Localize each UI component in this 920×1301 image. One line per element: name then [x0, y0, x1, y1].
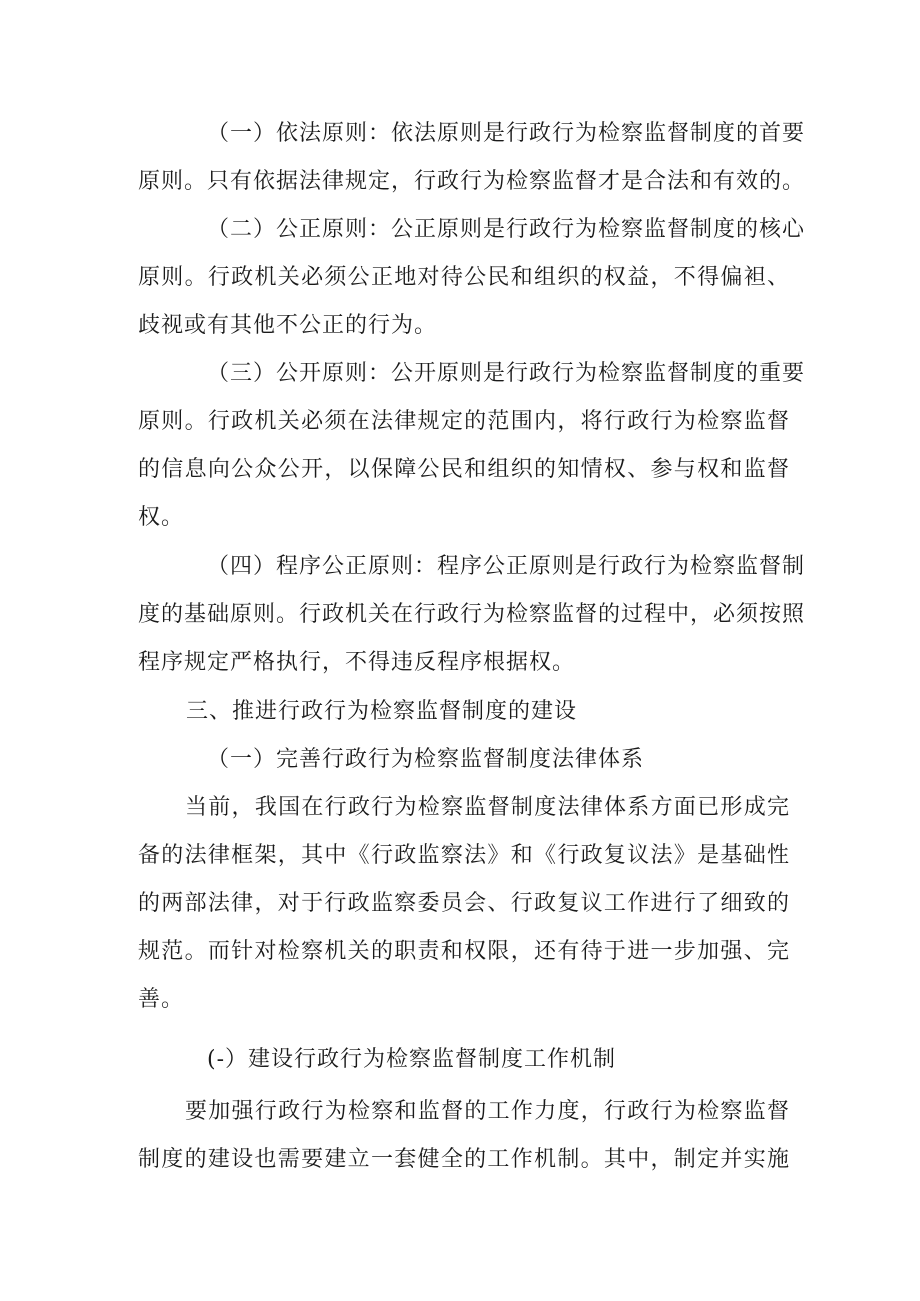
paragraph-line: 原则。行政机关必须公正地对待公民和组织的权益，不得偏袒、 — [138, 265, 790, 290]
paragraph-work-mechanism — [138, 1088, 790, 1184]
paragraph-lawful-principle — [138, 110, 806, 206]
paragraph-line: （一）依法原则：依法原则是行政行为检察监督制度的首要 — [207, 121, 806, 146]
paragraph-legal-framework — [138, 784, 790, 1024]
paragraph-line: （二）公正原则：公正原则是行政行为检察监督制度的核心 — [207, 217, 806, 242]
paragraph-line: 原则。只有依据法律规定，行政行为检察监督才是合法和有效的。 — [138, 169, 806, 194]
paragraph-line: 善。 — [138, 987, 185, 1012]
paragraph-line: （四）程序公正原则：程序公正原则是行政行为检察监督制 — [207, 554, 806, 579]
paragraph-fairness-principle — [138, 206, 806, 350]
paragraph-line: 原则。行政机关必须在法律规定的范围内，将行政行为检察监督 — [138, 409, 790, 434]
paragraph-line: 备的法律框架，其中《行政监察法》和《行政复议法》是基础性 — [138, 843, 790, 868]
paragraph-line: 规范。而针对检察机关的职责和权限，还有待于进一步加强、完 — [138, 939, 790, 964]
subsection-heading-work-mechanism: (-）建设行政行为检察监督制度工作机制 — [207, 1047, 617, 1072]
paragraph-line: 的两部法律，对于行政监察委员会、行政复议工作进行了细致的 — [138, 891, 790, 916]
paragraph-line: 歧视或有其他不公正的行为。 — [138, 313, 438, 338]
subsection-heading-legal-system: （一）完善行政行为检察监督制度法律体系 — [207, 747, 645, 772]
paragraph-openness-principle — [138, 350, 806, 542]
paragraph-line: 制度的建设也需要建立一套健全的工作机制。其中，制定并实施 — [138, 1147, 790, 1172]
paragraph-line: 度的基础原则。行政机关在行政行为检察监督的过程中，必须按照 — [138, 602, 806, 627]
paragraph-line: （三）公开原则：公开原则是行政行为检察监督制度的重要 — [207, 361, 806, 386]
paragraph-line: 的信息向公众公开，以保障公民和组织的知情权、参与权和监督 — [138, 457, 790, 482]
paragraph-line: 当前，我国在行政行为检察监督制度法律体系方面已形成完 — [185, 795, 790, 820]
paragraph-line: 权。 — [138, 505, 185, 530]
paragraph-line: 程序规定严格执行，不得违反程序根据权。 — [138, 650, 576, 675]
paragraph-procedural-principle — [138, 543, 806, 687]
paragraph-line: 要加强行政行为检察和监督的工作力度，行政行为检察监督 — [185, 1099, 790, 1124]
section-heading: 三、推进行政行为检察监督制度的建设 — [186, 699, 578, 724]
